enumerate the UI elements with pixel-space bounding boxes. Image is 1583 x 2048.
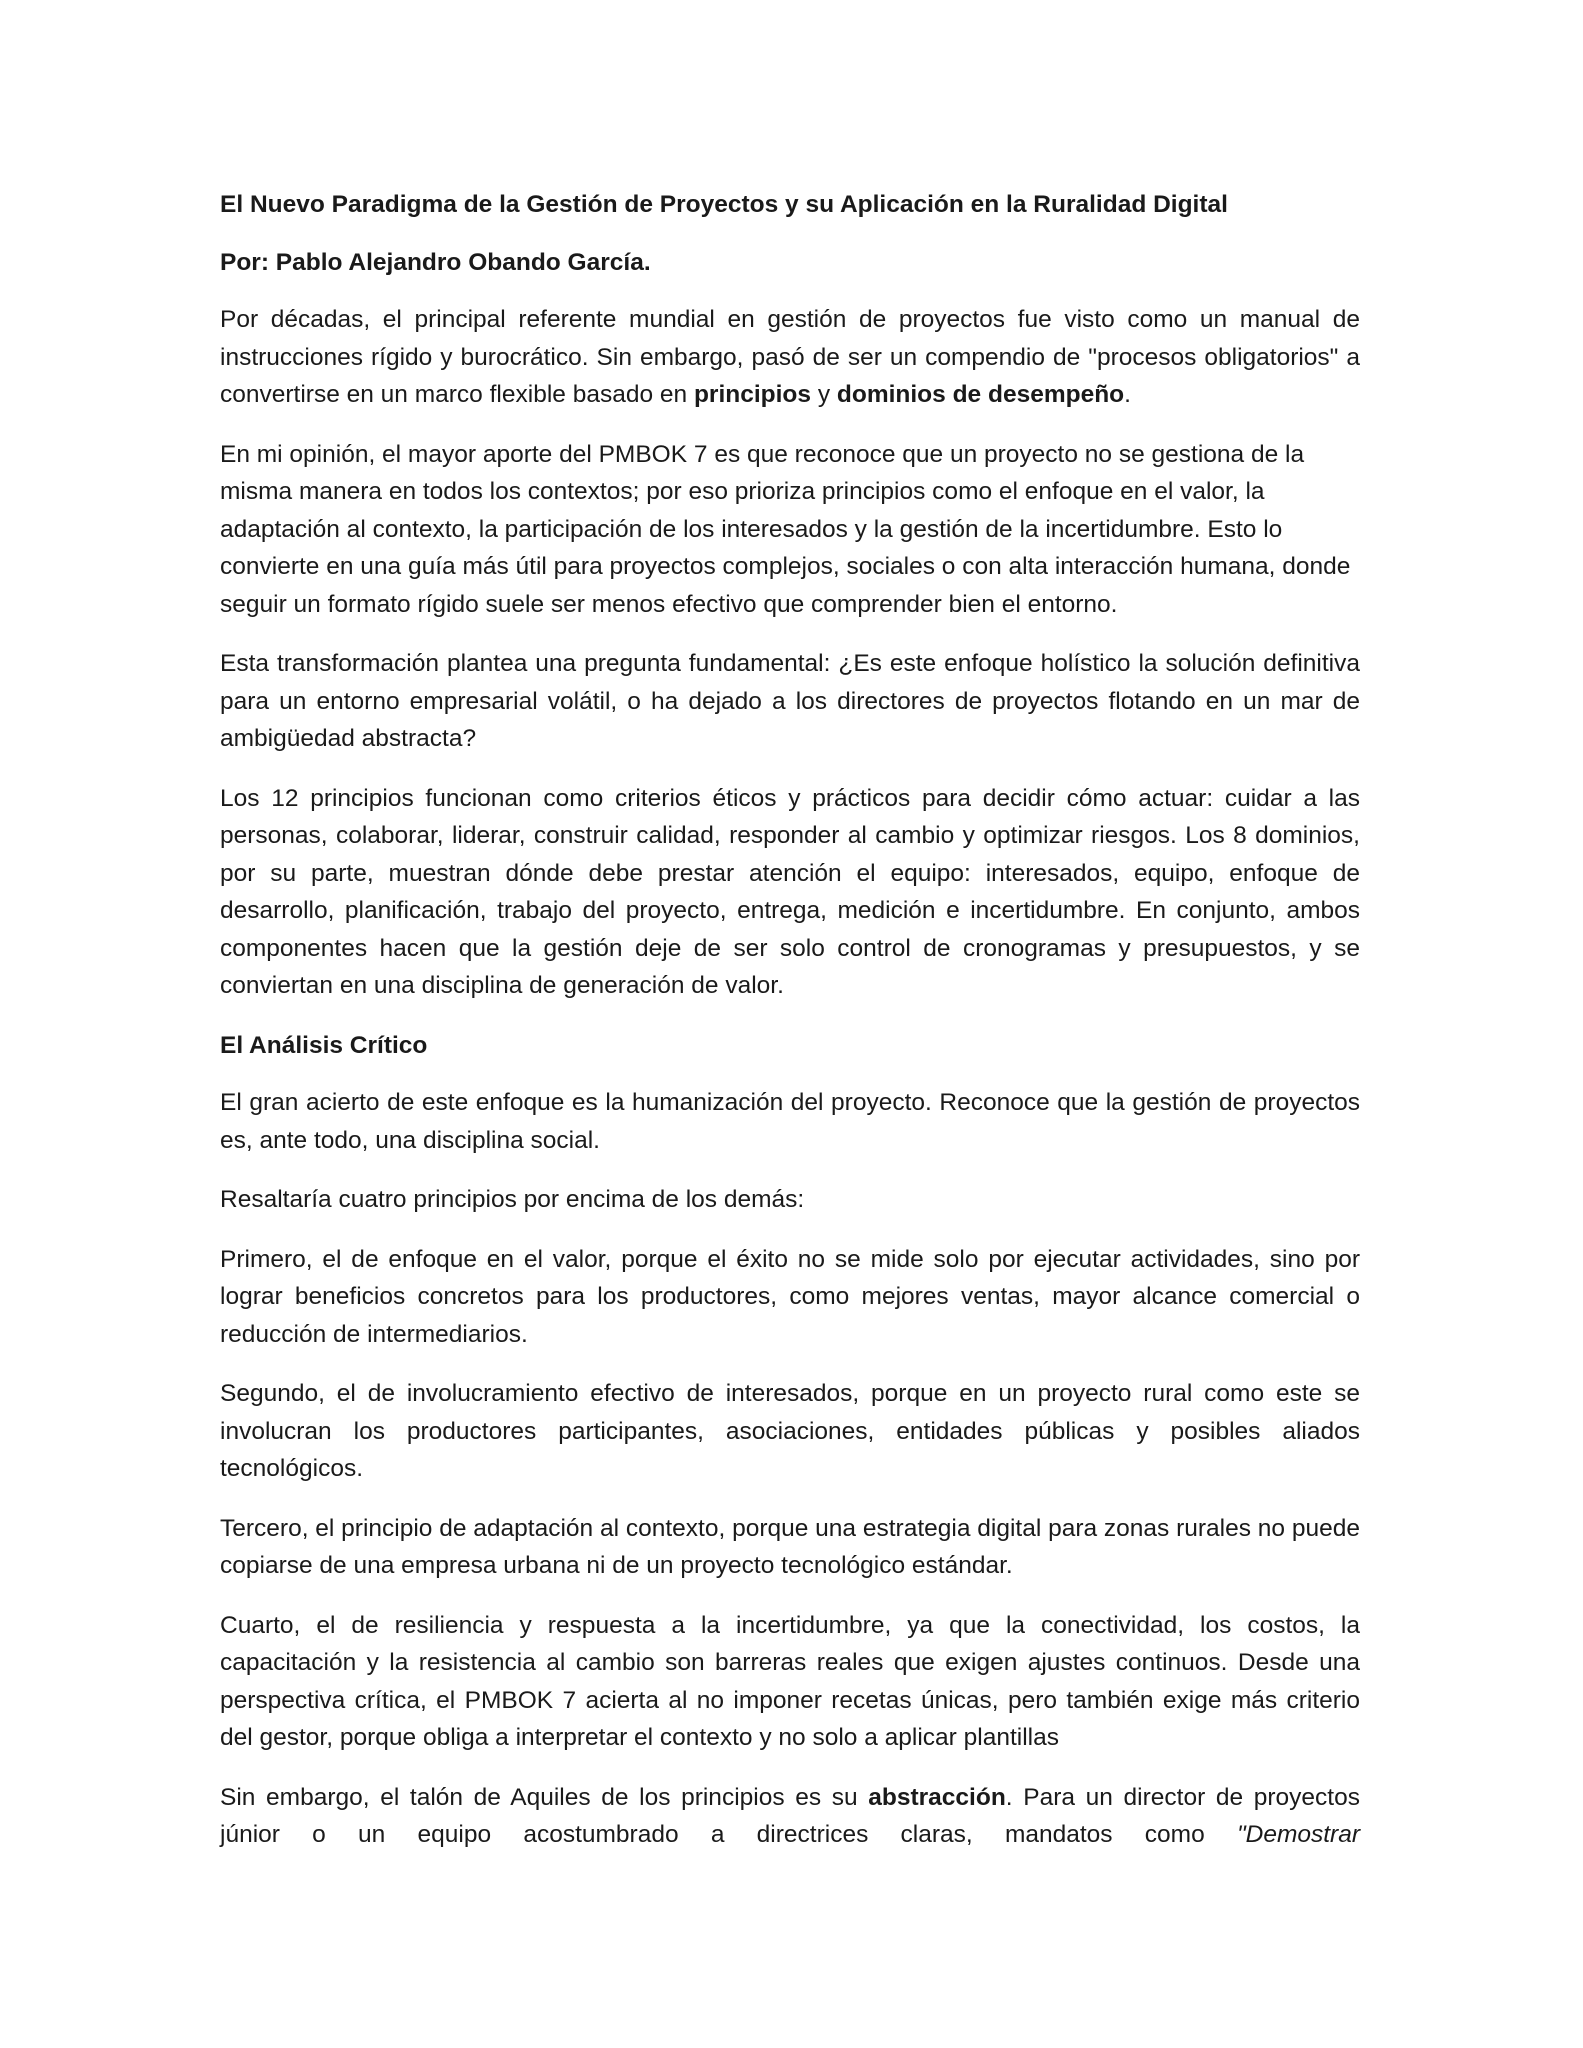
- paragraph-third: Tercero, el principio de adaptación al contexto, porque una estrategia digital para zonas rurales no puede copiarse de una empresa urbana ni de un proyecto tecnológico estándar.: [220, 1514, 1360, 1579]
- bold-dominios: dominios de desempeño: [836, 381, 1125, 408]
- document-title: El Nuevo Paradigma de la Gestión de Proyectos y su Aplicación en la Ruralidad Digital: [220, 191, 1228, 218]
- paragraph-humanization: El gran acierto de este enfoque es la humanización del proyecto. Reconoce que la gestión de proyectos es, ante todo, una disciplina social.: [220, 1089, 1360, 1154]
- paragraph-intro-end: .: [1124, 381, 1131, 408]
- paragraph-fourth: Cuarto, el de resiliencia y respuesta a la incertidumbre, ya que la conectividad, los costos, la capacitación y la resistencia al cambio son barreras reales que exigen ajustes continuos. Desde una perspectiva crítica, el PMBOK 7 acierta al no imponer recetas únicas, pero también exige más criterio del gestor, porque obliga a interpretar el contexto y no solo a aplicar plantillas: [220, 1611, 1360, 1751]
- document-body: [220, 186, 1360, 1876]
- paragraph-opinion: En mi opinión, el mayor aporte del PMBOK 7 es que reconoce que un proyecto no se gestiona de la misma manera en todos los contextos; por eso prioriza principios como el enfoque en el valor, la adaptación al contexto, la participación de los interesados y la gestión de la incertidumbre. Esto lo convierte en una guía más útil para proyectos complejos, sociales o con alta interacción humana, donde seguir un formato rígido suele ser menos efectivo que comprender bien el entorno.: [220, 440, 1351, 618]
- paragraph-abstraction-cont: . Para un director de proyectos júnior o un equipo acostumbrado a directrices claras, mandatos como: [220, 1783, 1360, 1848]
- bold-principios: principios: [693, 381, 812, 408]
- paragraph-principles: Los 12 principios funcionan como criterios éticos y prácticos para decidir cómo actuar: cuidar a las personas, colaborar, liderar, construir calidad, responder al cambio y optimizar riesgos. Los 8 dominios, por su parte, muestran dónde debe prestar atención el equipo: interesados, equipo, enfoque de desarrollo, planificación, trabajo del proyecto, entrega, medición e incertidumbre. En conjunto, ambos componentes hacen que la gestión deje de ser solo control de cronogramas y presupuestos, y se conviertan en una disciplina de generación de valor.: [220, 784, 1360, 999]
- paragraph-intro-text: Por décadas, el principal referente mundial en gestión de proyectos fue visto como un manual de instrucciones rígido y burocrático. Sin embargo, pasó de ser un compendio de "procesos obligatorios" a convertirse en un marco flexible basado en: [220, 306, 1360, 408]
- paragraph-second: Segundo, el de involucramiento efectivo de interesados, porque en un proyecto rural como este se involucran los productores participantes, asociaciones, entidades públicas y posibles aliados tecnológicos.: [220, 1380, 1360, 1482]
- document-author: Por: Pablo Alejandro Obando García.: [220, 248, 651, 276]
- paragraph-first: Primero, el de enfoque en el valor, porque el éxito no se mide solo por ejecutar actividades, sino por lograr beneficios concretos para los productores, como mejores ventas, mayor alcance comercial o reducción de intermediarios.: [220, 1245, 1360, 1348]
- paragraph-intro-joiner: y: [811, 381, 837, 408]
- paragraph-abstraction-text: Sin embargo, el talón de Aquiles de los principios es su: [220, 1783, 869, 1811]
- paragraph-abstraction: [220, 1779, 1360, 1854]
- section-heading: El Análisis Crítico: [220, 1031, 428, 1059]
- italic-quote: "Demostrar: [1236, 1821, 1360, 1848]
- paragraph-question: Esta transformación plantea una pregunta fundamental: ¿Es este enfoque holístico la solución definitiva para un entorno empresarial volátil, o ha dejado a los directores de proyectos flotando en un mar de ambigüedad abstracta?: [220, 650, 1360, 752]
- paragraph-intro: [220, 301, 1360, 414]
- paragraph-highlight: Resaltaría cuatro principios por encima de los demás:: [220, 1186, 805, 1213]
- bold-abstraccion: abstracción: [868, 1783, 1006, 1811]
